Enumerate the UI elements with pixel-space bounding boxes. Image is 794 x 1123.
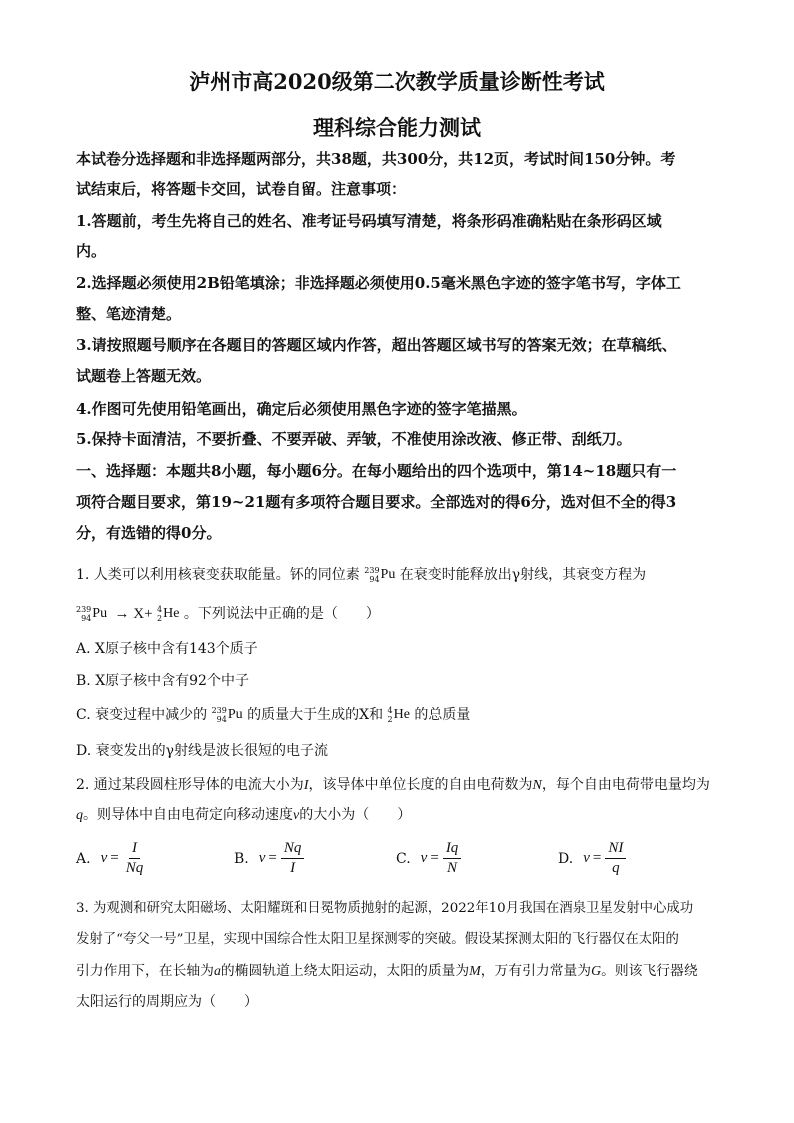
- q2-stem-line2: q。则导体中自由电荷定向移动速度v的大小为（ ）: [76, 807, 412, 823]
- pu-nuclide: 239 94 Pu: [364, 566, 396, 584]
- instruction-line: 4.作图可先使用铅笔画出，确定后必须使用黑色字迹的签字笔描黑。: [76, 400, 527, 418]
- exam-subtitle: 理科综合能力测试: [313, 115, 481, 140]
- instruction-line: 5.保持卡面清洁，不要折叠、不要弄破、弄皱，不准使用涂改液、修正带、刮纸刀。: [76, 430, 632, 448]
- q2-option-a: A. v = $\frac{I}{Nq}$: [76, 840, 144, 876]
- instruction-line: 2.选择题必须使用2B铅笔填涂；非选择题必须使用0.5毫米黑色字迹的签字笔书写，字体工: [76, 274, 681, 292]
- section-heading-line: 分，有选错的得0分。: [76, 524, 222, 542]
- pu-nuclide: 239 94 Pu: [76, 605, 108, 623]
- section-heading-line: 项符合题目要求，第19~21题有多项符合题目要求。全部选对的得6分，选对但不全的得3: [76, 493, 677, 511]
- decay-arrow: → X+: [114, 606, 153, 622]
- q1-option-b: B. X原子核中含有92个中子: [76, 673, 249, 689]
- instruction-line: 本试卷分选择题和非选择题两部分，共38题，共300分，共12页，考试时间150分钟。考: [76, 150, 676, 168]
- exam-title: 泸州市高2020级第二次教学质量诊断性考试: [189, 69, 605, 94]
- q3-stem-line1: 3. 为观测和研究太阳磁场、太阳耀斑和日冕物质抛射的起源，2022年10月我国在酒泉卫星发射中心成功: [76, 901, 694, 916]
- q3-stem-line2: 发射了“夸父一号”卫星，实现中国综合性太阳卫星探测零的突破。假设某探测太阳的飞行器仅在太阳的: [76, 932, 679, 947]
- q1-option-d: D. 衰变发出的γ射线是波长很短的电子流: [76, 743, 328, 759]
- instruction-line: 1.答题前，考生先将自己的姓名、准考证号码填写清楚，将条形码准确粘贴在条形码区域: [76, 212, 662, 230]
- pu-nuclide: 239 94 Pu: [211, 706, 243, 724]
- he-nuclide: 4 2 He: [157, 605, 180, 623]
- q2-option-d: D. v = $\frac{NI}{q}$: [558, 840, 626, 877]
- q2-stem-line1: 2. 通过某段圆柱形导体的电流大小为I，该导体中单位长度的自由电荷数为N，每个自由电荷带电量均为: [76, 777, 710, 793]
- instruction-line: 整、笔迹清楚。: [76, 305, 182, 323]
- q3-stem-line3: 引力作用下，在长轴为a的椭圆轨道上绕太阳运动，太阳的质量为M，万有引力常量为G。则该飞行器绕: [76, 963, 698, 979]
- section-heading-line: 一、选择题：本题共8小题，每小题6分。在每小题给出的四个选项中，第14~18题只有一: [76, 462, 677, 480]
- instruction-line: 试题卷上答题无效。: [76, 367, 212, 385]
- q3-stem-line4: 太阳运行的周期应为（ ）: [76, 994, 258, 1010]
- he-nuclide: 4 2 He: [387, 706, 410, 724]
- q1-option-a: A. X原子核中含有143个质子: [76, 641, 258, 657]
- q1-stem-line2: 239 94 Pu → X+ 4 2 He 。下列说法中正确的是（ ）: [76, 605, 380, 623]
- q1-stem-line1: 1. 人类可以利用核衰变获取能量。钚的同位素 239 94 Pu 在衰变时能释放出γ射线，其衰变方程为: [76, 566, 647, 584]
- q2-option-c: C. v = $\frac{Iq}{N}$: [396, 840, 461, 877]
- q2-option-b: B. v = $\frac{Nq}{I}$: [234, 840, 304, 877]
- q1-option-c: C. 衰变过程中减少的 239 94 Pu 的质量大于生成的X和 4 2 He 的总质量: [76, 706, 471, 724]
- instruction-line: 内。: [76, 242, 107, 260]
- instruction-line: 3.请按照题号顺序在各题目的答题区域内作答，超出答题区域书写的答案无效；在草稿纸、: [76, 336, 677, 354]
- instruction-line: 试结束后，将答题卡交回，试卷自留。注意事项：: [76, 180, 407, 198]
